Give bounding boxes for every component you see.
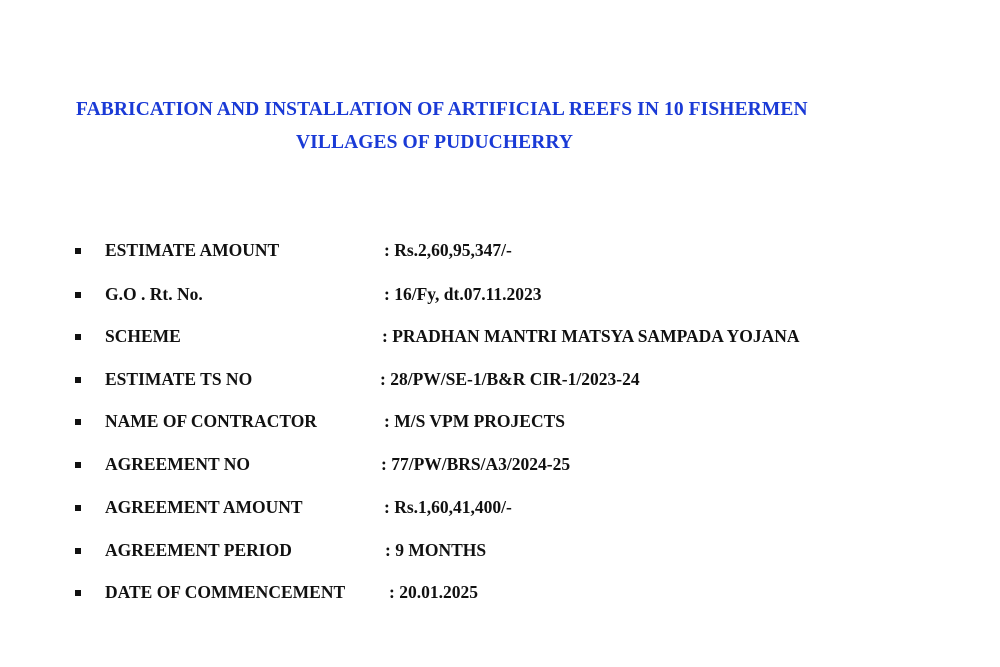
detail-row-estimate-amount: [0, 240, 1000, 264]
detail-value: : 20.01.2025: [389, 582, 478, 602]
square-bullet-icon: [75, 292, 81, 298]
detail-row-date-of-commencement: [0, 582, 1000, 606]
detail-label: ESTIMATE AMOUNT: [105, 240, 280, 260]
detail-label: AGREEMENT NO: [105, 454, 251, 474]
square-bullet-icon: [75, 248, 81, 254]
detail-value: : PRADHAN MANTRI MATSYA SAMPADA YOJANA: [382, 326, 800, 346]
square-bullet-icon: [75, 548, 81, 554]
detail-value: : 16/Fy, dt.07.11.2023: [384, 284, 542, 304]
square-bullet-icon: [75, 377, 81, 383]
detail-label: AGREEMENT AMOUNT: [105, 497, 303, 517]
document-title-line-2: VILLAGES OF PUDUCHERRY: [296, 132, 574, 153]
detail-row-estimate-ts-no: [0, 369, 1000, 393]
detail-label: G.O . Rt. No.: [105, 284, 203, 304]
square-bullet-icon: [75, 419, 81, 425]
square-bullet-icon: [75, 590, 81, 596]
detail-label: DATE OF COMMENCEMENT: [105, 582, 346, 602]
detail-row-agreement-no: [0, 454, 1000, 478]
detail-label: NAME OF CONTRACTOR: [105, 411, 317, 431]
detail-value: : 9 MONTHS: [385, 540, 487, 560]
document-title-line-1: FABRICATION AND INSTALLATION OF ARTIFICIAL REEFS IN 10 FISHERMEN: [76, 99, 808, 120]
detail-row-agreement-period: [0, 540, 1000, 564]
detail-label: AGREEMENT PERIOD: [105, 540, 292, 560]
square-bullet-icon: [75, 462, 81, 468]
detail-row-agreement-amount: [0, 497, 1000, 521]
detail-row-scheme: [0, 326, 1000, 350]
detail-value: : Rs.2,60,95,347/-: [384, 240, 512, 260]
square-bullet-icon: [75, 505, 81, 511]
detail-value: : 28/PW/SE-1/B&R CIR-1/2023-24: [380, 369, 640, 389]
detail-label: SCHEME: [105, 326, 181, 346]
detail-value: : M/S VPM PROJECTS: [384, 411, 565, 431]
detail-row-go-rt-no: [0, 284, 1000, 308]
detail-value: : 77/PW/BRS/A3/2024-25: [381, 454, 571, 474]
detail-row-name-of-contractor: [0, 411, 1000, 435]
square-bullet-icon: [75, 334, 81, 340]
detail-label: ESTIMATE TS NO: [105, 369, 253, 389]
detail-value: : Rs.1,60,41,400/-: [384, 497, 512, 517]
